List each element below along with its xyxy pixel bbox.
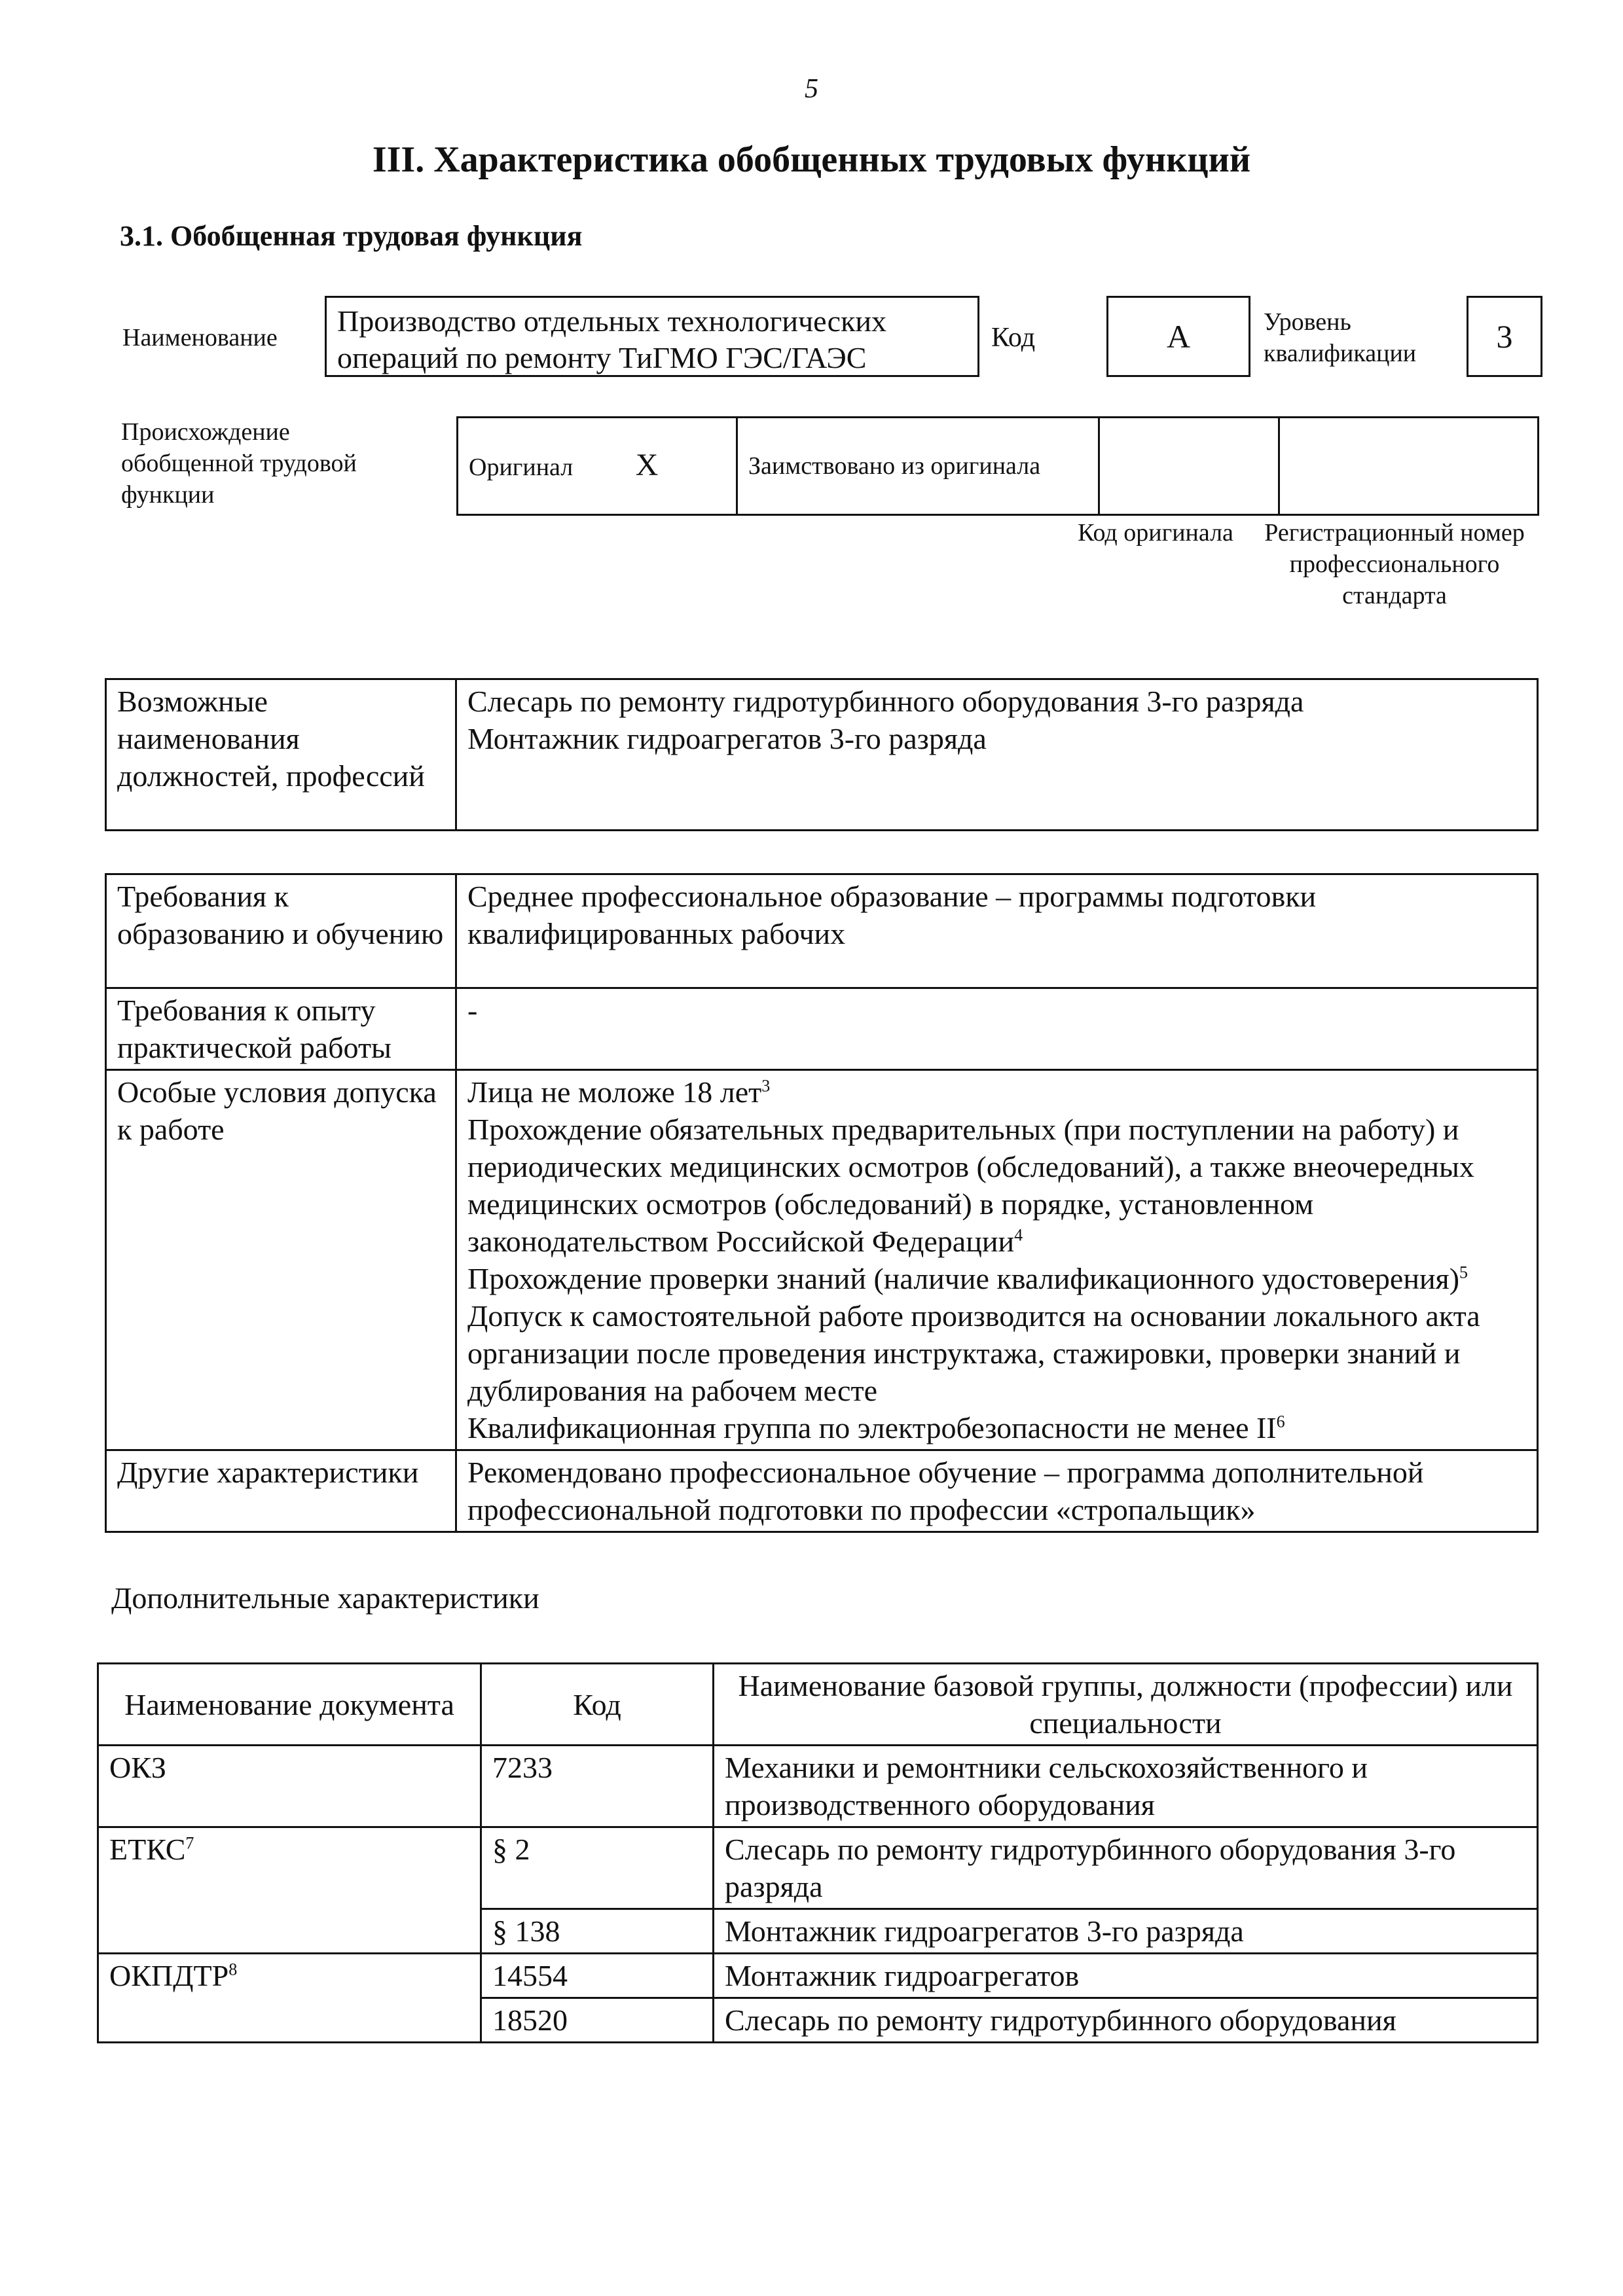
original-label: Оригинал bbox=[469, 453, 574, 481]
reg-number-cell bbox=[1279, 418, 1539, 515]
conditions-label: Особые условия допуска к работе bbox=[106, 1070, 456, 1450]
code-original-caption: Код оригинала bbox=[1078, 519, 1233, 547]
header-doc: Наименование документа bbox=[98, 1664, 481, 1746]
conditions-values bbox=[456, 1070, 1538, 1450]
page-number: 5 bbox=[805, 74, 818, 104]
level-label: Уровень квалификации bbox=[1264, 308, 1417, 367]
level-value: 3 bbox=[1467, 296, 1542, 377]
table-row: ОКЗ 7233 Механики и ремонтники сельскохозяйственного и производственного оборудования bbox=[98, 1746, 1538, 1827]
positions-label: Возможные наименования должностей, профессий bbox=[106, 679, 456, 831]
position-item: Монтажник гидроагрегатов 3-го разряда bbox=[467, 722, 987, 755]
original-cell bbox=[458, 418, 737, 515]
name-label: Наименование bbox=[122, 324, 278, 351]
subsection-title: 3.1. Обобщенная трудовая функция bbox=[120, 220, 583, 252]
code-label: Код bbox=[991, 323, 1036, 353]
position-item: Слесарь по ремонту гидротурбинного оборудования 3-го разряда bbox=[467, 685, 1304, 718]
requirements-table bbox=[105, 873, 1539, 1533]
education-label: Требования к образованию и обучению bbox=[106, 874, 456, 988]
code-original-cell bbox=[1099, 418, 1279, 515]
header-name: Наименование базовой группы, должности (профессии) или специальности bbox=[714, 1664, 1538, 1746]
section-title: III. Характеристика обобщенных трудовых функций bbox=[372, 139, 1251, 180]
positions-table bbox=[105, 678, 1539, 831]
origin-table bbox=[456, 416, 1539, 516]
condition-item: Квалификационная группа по электробезопасности не менее $II^6$ bbox=[467, 1411, 1285, 1444]
condition-item: Лица не моложе 18 лет$^3$ bbox=[467, 1075, 771, 1109]
additional-table bbox=[97, 1662, 1539, 2043]
function-name-value: Производство отдельных технологических операций по ремонту ТиГМО ГЭС/ГАЭС bbox=[325, 296, 979, 377]
origin-label: Происхождение обобщенной трудовой функции bbox=[121, 418, 357, 509]
table-row: § 138 Монтажник гидроагрегатов 3-го разряда bbox=[98, 1909, 1538, 1954]
other-label: Другие характеристики bbox=[106, 1450, 456, 1532]
code-value: А bbox=[1106, 296, 1250, 377]
header-code: Код bbox=[481, 1664, 714, 1746]
additional-title: Дополнительные характеристики bbox=[111, 1581, 539, 1615]
condition-item: Допуск к самостоятельной работе производится на основании локального акта организации после проведения инструктажа, стажировки, проверки знаний и дублирования на рабочем месте bbox=[467, 1299, 1480, 1407]
experience-label: Требования к опыту практической работы bbox=[106, 988, 456, 1070]
table-row: ЕТКС$^7$ § 2 Слесарь по ремонту гидротурбинного оборудования 3-го разряда bbox=[98, 1827, 1538, 1909]
table-row: 18520 Слесарь по ремонту гидротурбинного оборудования bbox=[98, 1998, 1538, 2043]
reg-number-caption: Регистрационный номер профессионального стандарта bbox=[1264, 519, 1525, 609]
original-mark: Х bbox=[635, 447, 659, 482]
other-value: Рекомендовано профессиональное обучение – программа дополнительной профессиональной подготовки по профессии «стропальщик» bbox=[456, 1450, 1538, 1532]
condition-item: Прохождение обязательных предварительных (при поступлении на работу) и периодических медицинских осмотров (обследований), а также внеочередных медицинских осмотров (обследований) в порядке, установленном законодательством Российской Федерации$^4$ bbox=[467, 1113, 1474, 1258]
condition-item: Прохождение проверки знаний (наличие квалификационного удостоверения)$^5$ bbox=[467, 1262, 1468, 1295]
positions-values bbox=[456, 679, 1538, 831]
table-row: ОКПДТР$^8$ 14554 Монтажник гидроагрегатов bbox=[98, 1954, 1538, 1998]
borrowed-label: Заимствовано из оригинала bbox=[737, 418, 1099, 515]
education-value: Среднее профессиональное образование – программы подготовки квалифицированных рабочих bbox=[456, 874, 1538, 988]
experience-value: - bbox=[456, 988, 1538, 1070]
